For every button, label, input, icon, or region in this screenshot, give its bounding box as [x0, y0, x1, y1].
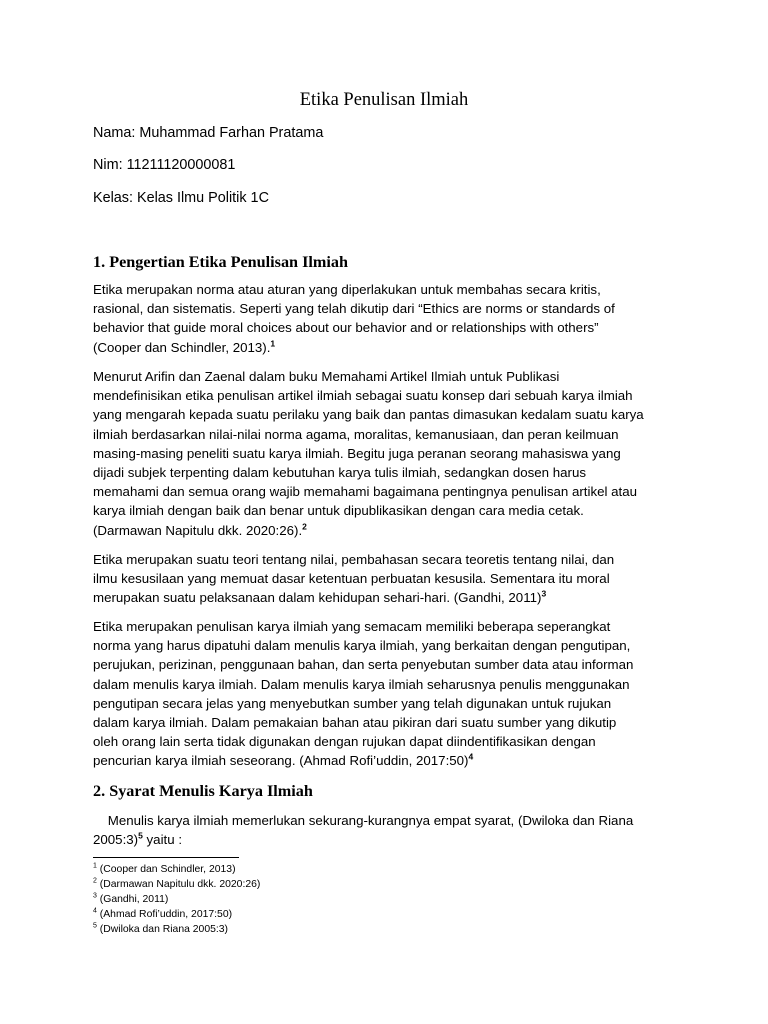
footnote-number: 4: [93, 907, 97, 915]
paragraph-line: mendefinisikan etika penulisan artikel ilmiah sebagai suatu konsep dari sebuah karya ilmiah: [93, 388, 633, 404]
paragraph-line: masing-masing peneliti suatu karya ilmiah. Begitu juga peranan seorang mahasiswa yang: [93, 445, 621, 461]
paragraph-line: rasional, dan sistematis. Seperti yang telah dikutip dari “Ethics are norms or standards of: [93, 301, 615, 317]
footnote-text: (Ahmad Rofi’uddin, 2017:50): [96, 909, 233, 921]
paragraph-line: norma yang harus dipatuhi dalam menulis karya ilmiah, yang berkaitan dengan pengutipan,: [93, 638, 631, 654]
paragraph-line: yang mengarah kepada suatu perilaku yang baik dan pantas dimasukan kedalam suatu karya: [93, 407, 644, 423]
footnote-text: (Darmawan Napitulu dkk. 2020:26): [96, 879, 261, 891]
paragraph-line: (Cooper dan Schindler, 2013).: [93, 339, 271, 355]
paragraph-line: ilmu kesusilaan yang memuat dasar ketentuan perbuatan kesusila. Sementara itu moral: [93, 571, 610, 587]
document-title: Etika Penulisan Ilmiah: [299, 90, 469, 110]
paragraph-line: oleh orang lain serta tidak digunakan dengan rujukan dapat diindentifikasikan dengan: [93, 734, 596, 750]
paragraph-line: ilmiah berdasarkan nilai-nilai norma agama, moralitas, kemanusiaan, dan peran keilmuan: [93, 426, 619, 442]
section1-paragraph-3: [93, 550, 683, 608]
footnote-item: [93, 892, 260, 907]
paragraph-line: merupakan suatu pelaksanaan dalam kehidupan sehari-hari. (Gandhi, 2011): [93, 590, 542, 606]
footnote-ref-3[interactable]: 3: [541, 588, 547, 599]
paragraph-text: 2005:3): [93, 832, 139, 848]
paragraph-line: behavior that guide moral choices about our behavior and or relationships with others”: [93, 320, 599, 336]
paragraph-line: pengutipan secara jelas yang menyebutkan sumber yang telah digunakan untuk rujukan: [93, 695, 612, 711]
section2-heading: 2. Syarat Menulis Karya Ilmiah: [93, 782, 313, 800]
footnote-text: (Gandhi, 2011): [96, 894, 169, 906]
paragraph-line: dalam menulis karya ilmiah. Dalam menulis karya ilmiah seharusnya penulis menggunakan: [93, 676, 630, 692]
footnote-number: 1: [93, 862, 97, 870]
paragraph-line: Etika merupakan norma atau aturan yang diperlakukan untuk membahas secara kritis,: [93, 282, 601, 297]
section1-paragraph-1: [93, 280, 683, 357]
student-nim: Nim: 11211120000081: [93, 157, 236, 173]
section1-paragraph-2: [93, 367, 683, 540]
paragraph-line: Menulis karya ilmiah memerlukan sekurang-kurangnya empat syarat, (Dwiloka dan Riana: [93, 813, 634, 828]
footnote-number: 3: [93, 892, 97, 900]
section1-heading: 1. Pengertian Etika Penulisan Ilmiah: [93, 253, 348, 271]
footnote-ref-2[interactable]: 2: [302, 521, 307, 532]
paragraph-line: Menurut Arifin dan Zaenal dalam buku Memahami Artikel Ilmiah untuk Publikasi: [93, 369, 560, 384]
paragraph-line: perujukan, perizinan, penggunaan bahan, dan serta penyebutan sumber data atau informan: [93, 657, 634, 673]
paragraph-line: memahami dan semua orang wajib memahami bagaimana pentingnya penulisan artikel atau: [93, 484, 638, 500]
paragraph-line: pencurian karya ilmiah seseorang. (Ahmad Rofi’uddin, 2017:50): [93, 753, 469, 769]
paragraph-text: yaitu :: [142, 832, 183, 848]
footnote-text: (Cooper dan Schindler, 2013): [96, 864, 236, 875]
section2-paragraph-1: [93, 811, 683, 849]
paragraph-line: dalam karya ilmiah. Dalam pemakaian bahan atau pikiran dari suatu sumber yang dikutip: [93, 715, 617, 731]
footnote-item: [93, 922, 260, 937]
paragraph-line: dijadi subjek terpenting dalam kebutuhan karya tulis ilmiah, sedangkan dosen harus: [93, 465, 587, 481]
section1-paragraph-4: [93, 617, 683, 771]
footnote-item: [93, 877, 260, 892]
paragraph-line: karya ilmiah dengan baik dan benar untuk dipublikasikan dengan cara media cetak.: [93, 503, 584, 519]
footnote-ref-4[interactable]: 4: [468, 752, 474, 762]
footnote-item: [93, 907, 260, 922]
student-class: Kelas: Kelas Ilmu Politik 1C: [93, 190, 269, 206]
footnote-ref-1[interactable]: 1: [270, 338, 276, 349]
paragraph-line: Etika merupakan suatu teori tentang nilai, pembahasan secara teoretis tentang nilai, dan: [93, 552, 615, 567]
footnote-number: 5: [93, 922, 97, 930]
student-name: Nama: Muhammad Farhan Pratama: [93, 125, 324, 141]
footnote-ref-5[interactable]: 5: [138, 830, 143, 841]
footnote-separator: [93, 857, 239, 858]
footnote-number: 2: [93, 877, 97, 885]
footnotes-list: [93, 862, 260, 937]
paragraph-line: (Darmawan Napitulu dkk. 2020:26).: [93, 522, 303, 538]
footnote-item: [93, 862, 260, 877]
paragraph-line: Etika merupakan penulisan karya ilmiah yang semacam memiliki beberapa seperangkat: [93, 619, 611, 634]
footnote-text: (Dwiloka dan Riana 2005:3): [96, 924, 229, 936]
